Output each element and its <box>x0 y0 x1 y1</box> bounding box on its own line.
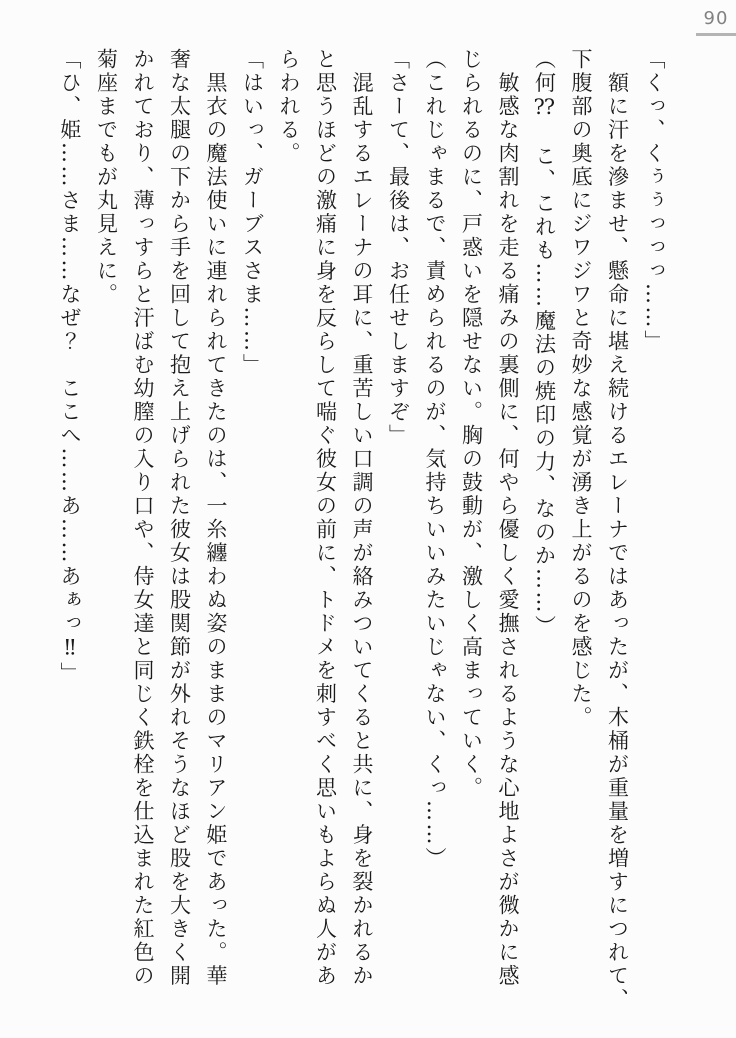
text-column: じられるのに、戸惑いを隠せない。胸の鼓動が、激しく高まっていく。 <box>459 48 484 800</box>
text-column: 混乱するエレーナの耳に、重苦しい口調の声が絡みついてくると共に、身を裂かれるか <box>350 48 374 988</box>
text-column: 菊座までもが丸見えに。 <box>94 48 119 307</box>
text-column: 黒衣の魔法使いに連れられてきたのは、一糸纏わぬ姿のままのマリアン姫であった。華 <box>204 48 228 988</box>
text-column: 「ひ、姫……さま……なぜ？ ここへ……あ……あぁっ‼」 <box>58 48 82 686</box>
text-column: （何⁇ こ、これも……魔法の焼印の力、なのか……） <box>532 48 557 639</box>
text-column: 「くっ、くぅぅっっっ……」 <box>642 48 666 354</box>
text-column: と思うほどの激痛に身を反らして喘ぐ彼女の前に、トドメを刺すべく思いもよらぬ人があ <box>313 48 338 988</box>
text-column: 「はいっ、ガーブスさま……」 <box>240 48 265 377</box>
novel-text-block <box>52 48 673 1038</box>
text-column: （これじゃまるで、責められるのが、気持ちいいみたいじゃない、くっ……） <box>423 48 447 871</box>
text-column: 額に汗を滲ませ、懸命に堪え続けるエレーナではあったが、木桶が重量を増すにつれて、 <box>605 48 630 1012</box>
text-column: 奢な太腿の下から手を回して抱え上げられた彼女は股関節が外れそうなほど股を大きく開 <box>167 48 192 988</box>
text-column: 下腹部の奥底にジワジワと奇妙な感覚が湧き上がるのを感じた。 <box>569 48 593 730</box>
page-number <box>696 8 736 36</box>
text-column: らわれる。 <box>277 48 301 166</box>
text-column: 「さーて、最後は、お任せしますぞ」 <box>386 48 411 448</box>
text-column: 敏感な肉割れを走る痛みの裏側に、何やら優しく愛撫されるような心地よさが微かに感 <box>496 48 520 988</box>
text-column: かれており、薄っすらと汗ばむ幼膣の入り口や、侍女達と同じく鉄栓を仕込まれた紅色の <box>131 48 155 988</box>
page-number-value: 90 <box>703 8 729 29</box>
